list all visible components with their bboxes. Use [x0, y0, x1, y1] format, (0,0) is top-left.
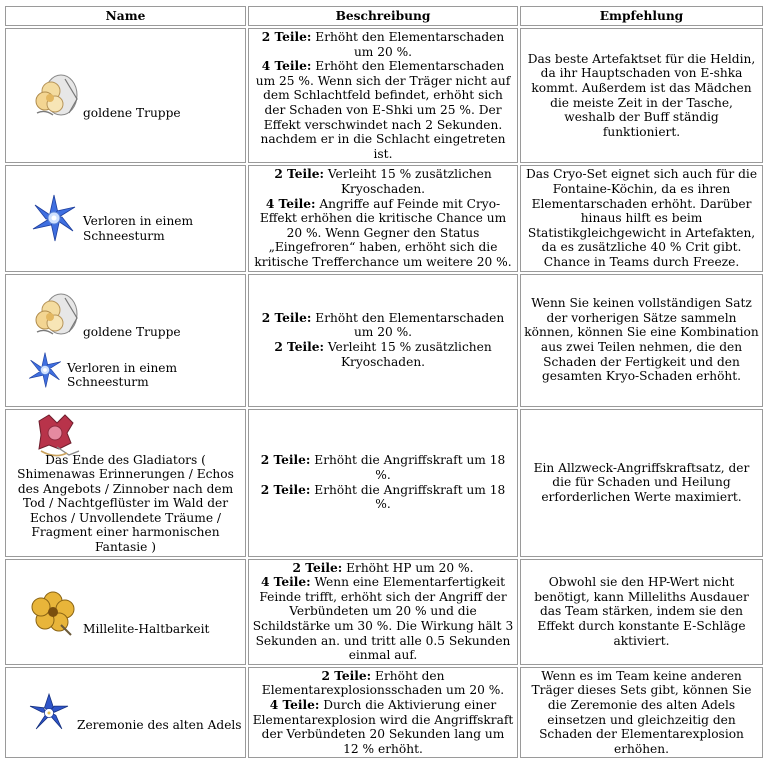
piece-label: 2 Teile:	[292, 560, 343, 575]
name-cell	[5, 559, 246, 665]
piece-effect: Erhöht den Elementarschaden um 20 %.	[311, 30, 505, 59]
piece-effect: Erhöht die Angriffskraft um 18 %.	[310, 482, 506, 512]
description-cell	[248, 274, 518, 407]
piece-effect: Verleiht 15 % zusätzlichen Kryoschaden.	[323, 340, 492, 369]
set-name: Verloren in einem Schneesturm	[83, 214, 194, 243]
name-cell	[5, 28, 246, 163]
name-cell	[5, 274, 246, 407]
table-row	[5, 559, 763, 665]
set-name: Verloren in einem Schneesturm	[67, 360, 178, 390]
piece-effect: Erhöht den Elementarexplosionsschaden um 20 %.	[261, 668, 505, 698]
table-row	[5, 274, 763, 407]
piece-effect: Angriffe auf Feinde mit Cryo-Effekt erhöhen die kritische Chance um 20 %. Wenn Gegner den Status „Eingefroren“ haben, erhöht sich die kritische Trefferchance um weitere 20 %.	[254, 196, 512, 269]
table-row	[5, 165, 763, 271]
set-name: Zeremonie des alten Adels	[77, 718, 242, 732]
recommendation-cell: Obwohl sie den HP-Wert nicht benötigt, kann Milleliths Ausdauer das Team stärken, indem sie den Effekt durch konstante E-Schläge aktiviert.	[520, 559, 763, 665]
set-name: Das Ende des Gladiators ( Shimenawas Erinnerungen / Echos des Angebots / Zinnober nach dem Tod / Nachtgeflüster im Wald der Echos / Unvollendete Träume / Fragment einer harmonischen Fantasie )	[17, 452, 234, 555]
piece-label: 4 Teile:	[269, 698, 320, 712]
piece-effect: Erhöht HP um 20 %.	[342, 560, 474, 575]
piece-label: 4 Teile:	[261, 59, 312, 74]
blizzard-strayer-flower-icon	[23, 348, 67, 392]
set-name: goldene Truppe	[83, 325, 181, 340]
recommendation-cell: Das Cryo-Set eignet sich auch für die Fontaine-Köchin, da es ihren Elementarschaden erhöht. Darüber hinaus hilft es beim Statistikgleichgewicht in Artefakten, da es zusätzliche 40 % Crit gibt. Chance in Teams durch Freeze.	[520, 165, 763, 271]
table-header-row	[5, 6, 763, 26]
table-row	[5, 28, 763, 163]
piece-label: 2 Teile:	[321, 668, 372, 683]
piece-label: 2 Teile:	[274, 340, 324, 354]
piece-label: 2 Teile:	[260, 482, 311, 497]
set-name: Millelite-Haltbarkeit	[83, 622, 210, 637]
header-description: Beschreibung	[248, 6, 518, 26]
piece-effect: Erhöht den Elementarschaden um 25 %. Wenn sich der Träger nicht auf dem Schlachtfeld befindet, erhöht sich der Schaden von E-Shki um 25 %. Der Effekt verschwindet nach 2 Sekunden. nachdem er in die Schlacht eingetreten ist.	[255, 59, 511, 161]
recommendation-cell: Wenn Sie keinen vollständigen Satz der vorherigen Sätze sammeln können, können Sie eine Kombination aus zwei Teilen nehmen, die den Schaden der Fertigkeit und den gesamten Kryo-Schaden erhöht.	[520, 274, 763, 407]
piece-label: 2 Teile:	[261, 30, 312, 44]
header-name: Name	[5, 6, 246, 26]
piece-label: 2 Teile:	[274, 167, 324, 182]
golden-troupe-flower-icon	[25, 288, 83, 342]
name-cell	[5, 165, 246, 271]
golden-troupe-flower-icon	[25, 69, 83, 123]
description-cell	[248, 165, 518, 271]
set-name: goldene Truppe	[83, 106, 181, 121]
table-row	[5, 409, 763, 557]
recommendation-cell: Ein Allzweck-Angriffskraftsatz, der die für Schaden und Heilung erforderlichen Werte maximiert.	[520, 409, 763, 557]
description-cell	[248, 28, 518, 163]
piece-label: 2 Teile:	[261, 310, 312, 325]
recommendation-cell: Wenn es im Team keine anderen Träger dieses Sets gibt, können Sie die Zeremonie des alten Adels einsetzen und gleichzeitig den Schaden der Elementarexplosion erhöhen.	[520, 667, 763, 759]
recommendation-cell: Das beste Artefaktset für die Heldin, da ihr Hauptschaden von E-shka kommt. Außerdem ist das Mädchen die meiste Zeit in der Tasche, weshalb der Buff ständig funktioniert.	[520, 28, 763, 163]
description-cell	[248, 559, 518, 665]
artifact-table	[3, 4, 765, 760]
millelith-flower-icon	[25, 585, 83, 639]
noblesse-flower-icon	[27, 691, 71, 735]
piece-label: 2 Teile:	[260, 453, 311, 468]
piece-label: 4 Teile:	[265, 196, 316, 211]
blizzard-strayer-flower-icon	[25, 191, 83, 245]
piece-effect: Durch die Aktivierung einer Elementarexplosion wird die Angriffskraft der Verbündeten 20 Sekunden lang um 12 % erhöht.	[252, 698, 514, 756]
piece-effect: Erhöht die Angriffskraft um 18 %.	[310, 453, 506, 482]
piece-effect: Verleiht 15 % zusätzlichen Kryoschaden.	[323, 167, 492, 196]
description-cell	[248, 409, 518, 557]
name-cell	[5, 409, 246, 557]
piece-effect: Wenn eine Elementarfertigkeit Feinde trifft, erhöht sich der Angriff der Verbündeten um 20 % und die Schildstärke um 30 %. Die Wirkung hält 3 Sekunden an. und tritt alle 0.5 Sekunden einmal auf.	[252, 575, 514, 663]
header-recommendation: Empfehlung	[520, 6, 763, 26]
piece-effect: Erhöht den Elementarschaden um 20 %.	[311, 310, 505, 340]
piece-label: 4 Teile:	[260, 575, 311, 590]
